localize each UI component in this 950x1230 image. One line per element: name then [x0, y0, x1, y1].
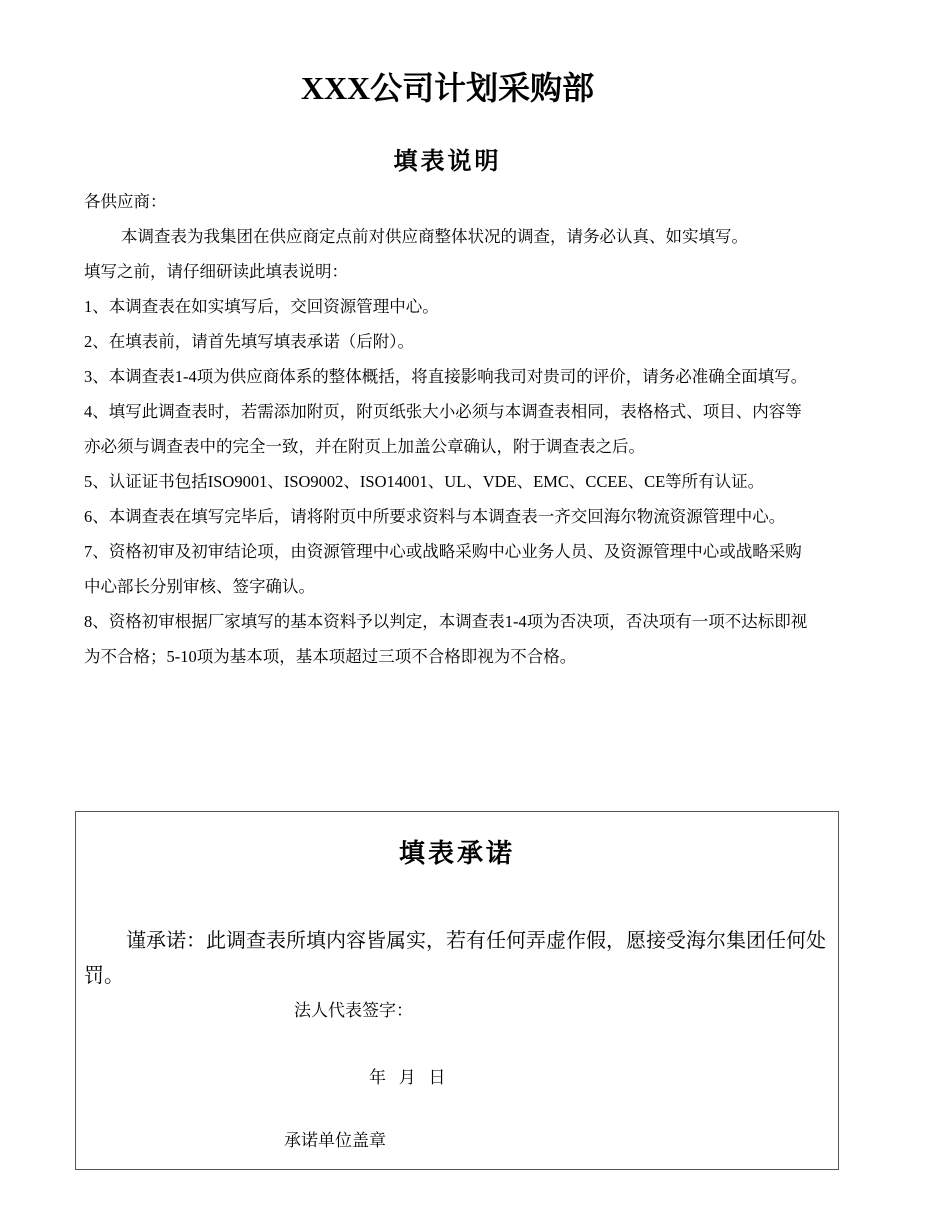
instruction-item-1: 1、本调查表在如实填写后，交回资源管理中心。 [84, 297, 439, 316]
date-line: 年 月 日 [369, 1068, 446, 1087]
instruction-item-7: 7、资格初审及初审结论项，由资源管理中心或战略采购中心业务人员、及资源管理中心或战略采购中心部长分别审核、签字确认。 [84, 542, 802, 596]
pledge-title: 填表承诺 [398, 839, 515, 868]
salutation: 各供应商： [84, 192, 167, 211]
page-title: XXX公司计划采购部 [300, 70, 595, 106]
signature-label: 法人代表签字： [294, 1001, 413, 1020]
instructions-heading: 填表说明 [393, 149, 502, 175]
seal-label: 承诺单位盖章 [284, 1131, 386, 1150]
instruction-item-5: 5、认证证书包括ISO9001、ISO9002、ISO14001、UL、VDE、EMC、CCEE、CE等所有认证。 [84, 472, 765, 491]
instruction-item-8: 8、资格初审根据厂家填写的基本资料予以判定，本调查表1-4项为否决项，否决项有一项不达标即视为不合格；5-10项为基本项，基本项超过三项不合格即视为不合格。 [84, 612, 808, 666]
instruction-item-6: 6、本调查表在填写完毕后，请将附页中所要求资料与本调查表一齐交回海尔物流资源管理中心。 [84, 507, 786, 526]
intro-paragraph: 本调查表为我集团在供应商定点前对供应商整体状况的调查，请务必认真、如实填写。 [121, 227, 748, 246]
instruction-item-4: 4、填写此调查表时，若需添加附页，附页纸张大小必须与本调查表相同，表格格式、项目、内容等亦必须与调查表中的完全一致，并在附页上加盖公章确认，附于调查表之后。 [84, 402, 802, 456]
instructions-body [84, 184, 814, 674]
instruction-item-2: 2、在填表前，请首先填写填表承诺（后附）。 [84, 332, 414, 351]
lead-paragraph: 填写之前，请仔细研读此填表说明： [84, 262, 348, 281]
pledge-statement: 谨承诺：此调查表所填内容皆属实，若有任何弄虚作假，愿接受海尔集团任何处罚。 [84, 930, 826, 987]
pledge-box [75, 811, 839, 1170]
instruction-item-3: 3、本调查表1-4项为供应商体系的整体概括，将直接影响我司对贵司的评价，请务必准确全面填写。 [84, 367, 808, 386]
